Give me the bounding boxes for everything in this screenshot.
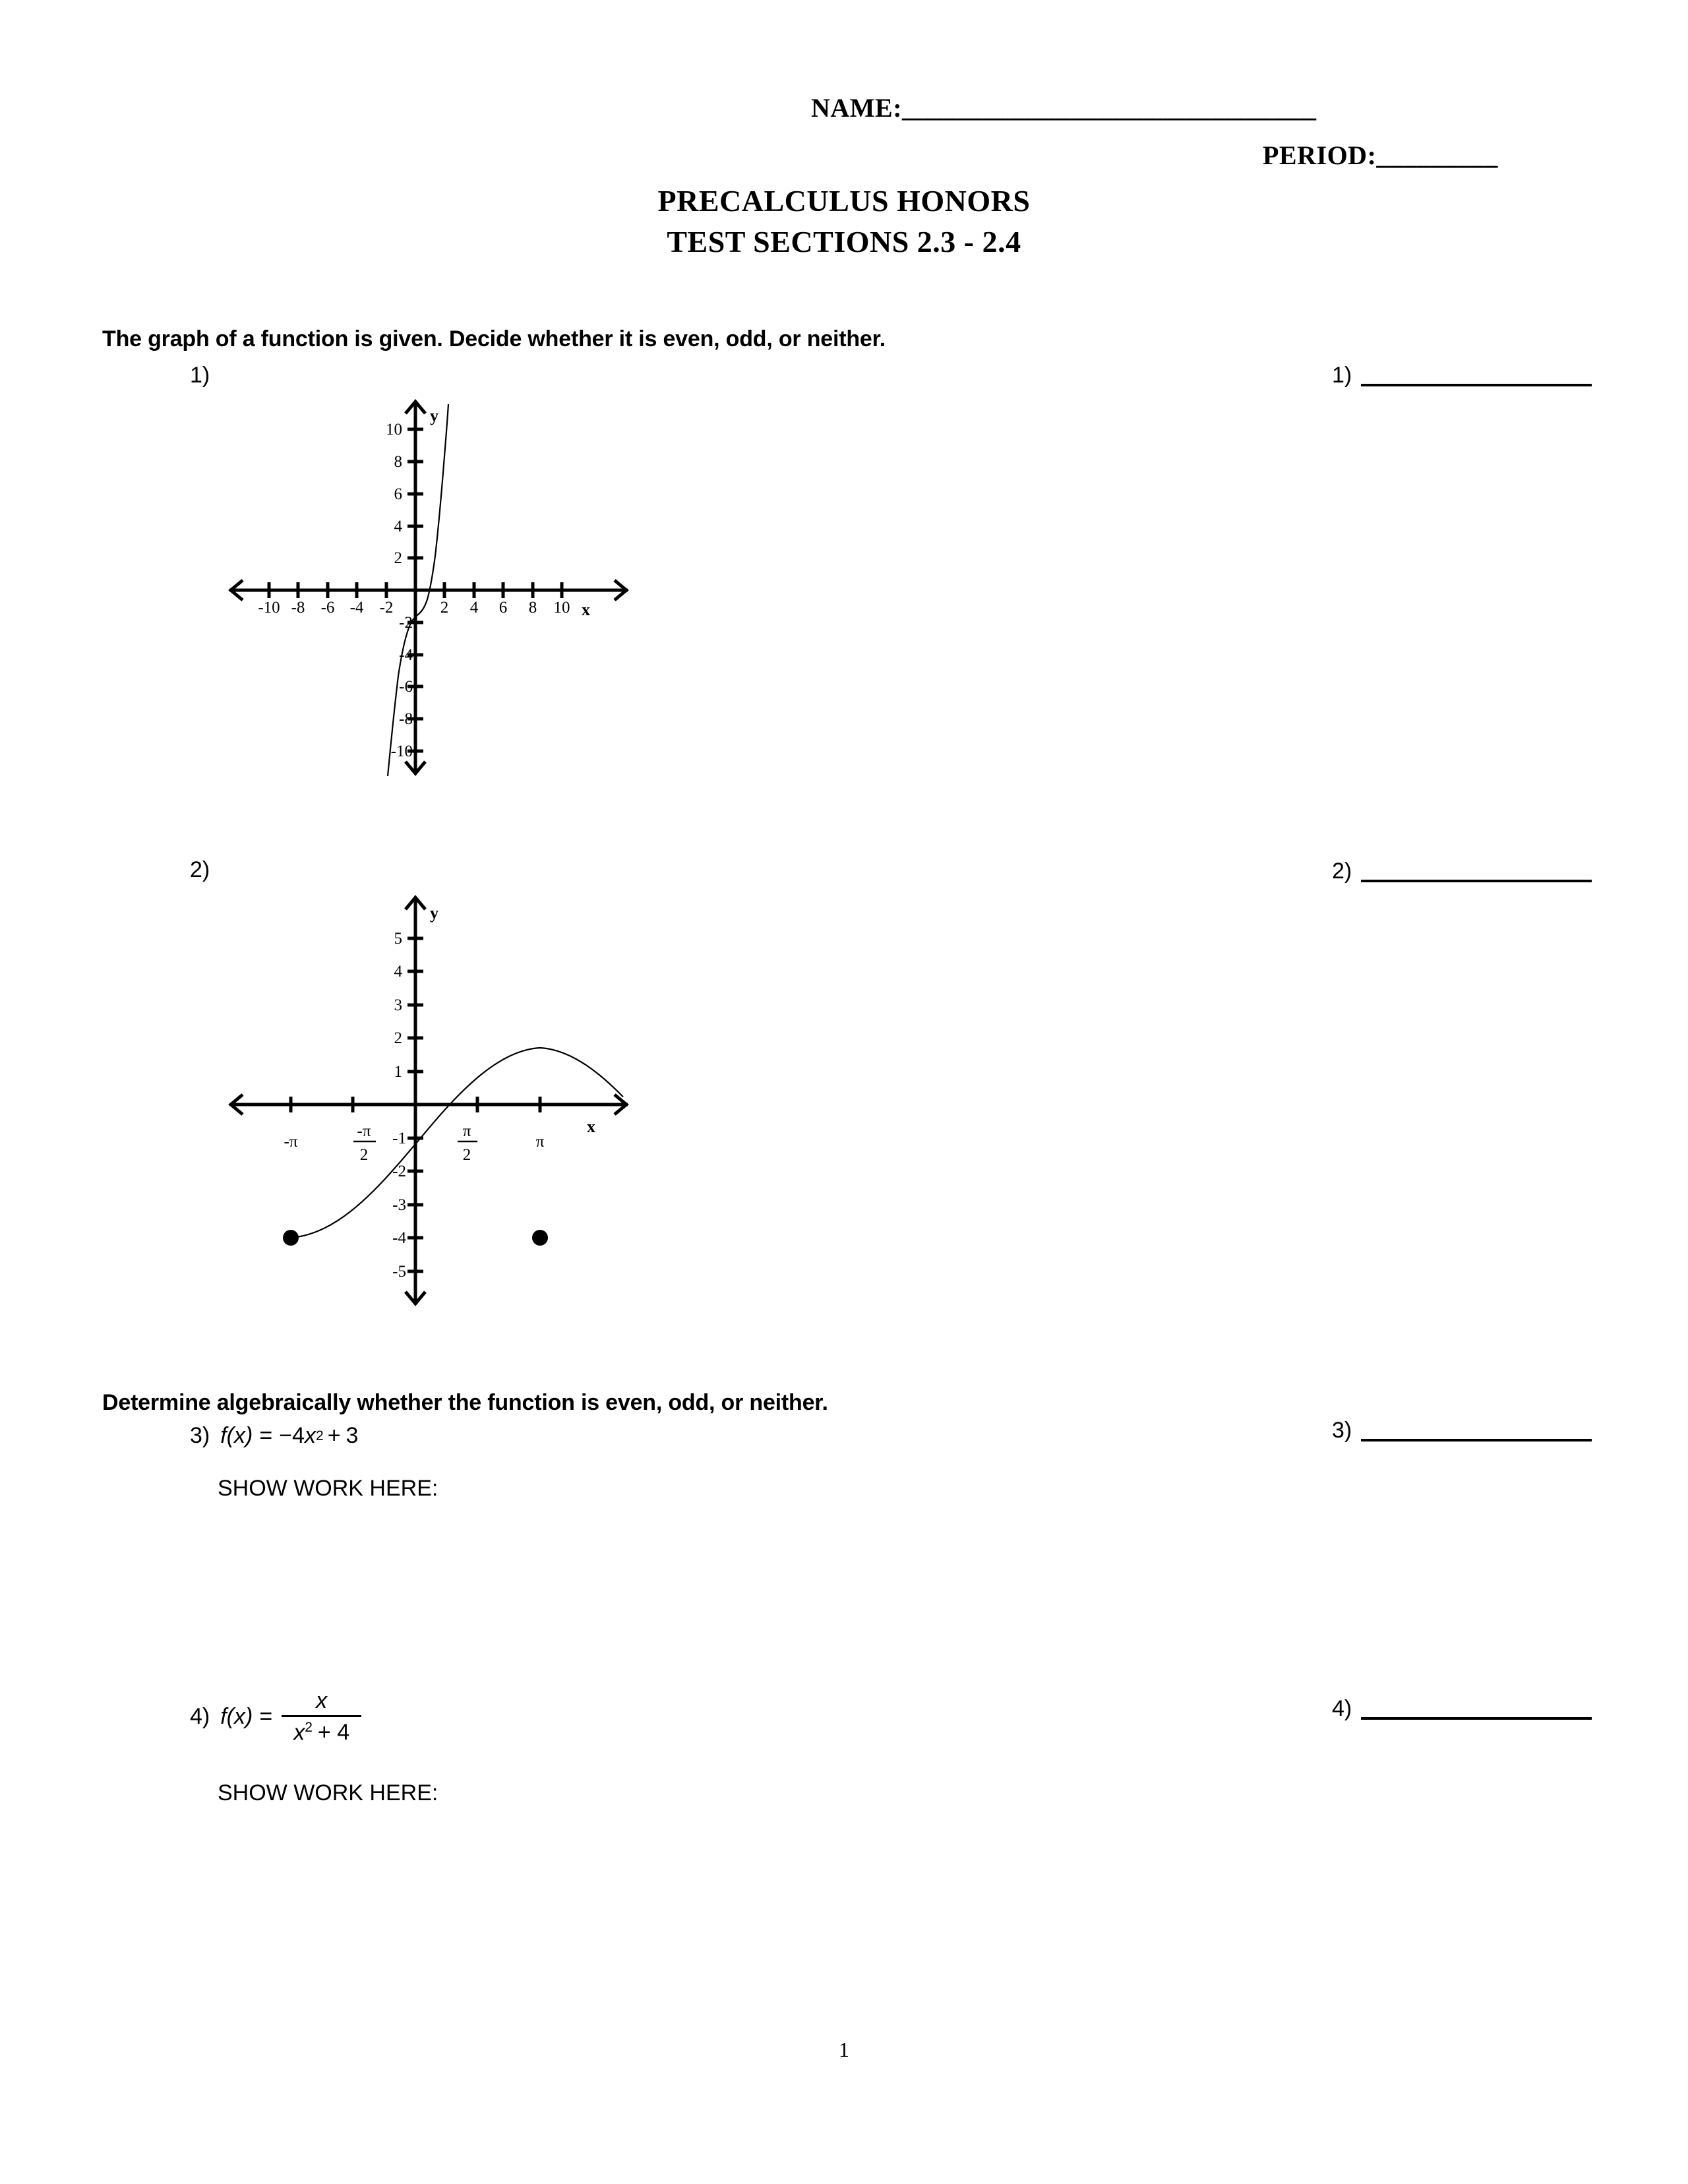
svg-text:-8: -8 <box>291 599 305 617</box>
page-number: 1 <box>839 2038 849 2061</box>
svg-text:-4: -4 <box>399 646 413 664</box>
y-axis-label-graph-2: y <box>430 903 438 923</box>
svg-text:-10: -10 <box>258 599 280 617</box>
svg-text:4: 4 <box>394 963 402 981</box>
svg-text:-4: -4 <box>349 599 364 617</box>
svg-text:-2: -2 <box>399 614 413 632</box>
problem-3-fx: f(x) <box>220 1423 253 1448</box>
svg-text:8: 8 <box>394 453 402 471</box>
worksheet-title-block <box>0 186 1688 268</box>
problem-3-variable: x <box>304 1423 316 1448</box>
answer-blank-3-line[interactable] <box>1361 1416 1592 1441</box>
svg-text:-8: -8 <box>399 710 413 728</box>
graph-problem-1 <box>218 392 640 788</box>
x-axis-label-graph-2: x <box>587 1117 595 1136</box>
problem-4-denominator-exponent: 2 <box>305 1720 313 1735</box>
svg-text:2: 2 <box>462 1146 471 1164</box>
svg-text:2: 2 <box>394 1029 402 1047</box>
x-tick-label-neg-pi-over-2 <box>353 1122 376 1164</box>
name-label: NAME: <box>811 93 903 123</box>
answer-blank-1[interactable] <box>1332 361 1592 386</box>
problem-number-1: 1) <box>190 363 210 388</box>
problem-3-exponent: 2 <box>315 1428 324 1443</box>
svg-text:-6: -6 <box>320 599 335 617</box>
svg-text:4: 4 <box>469 599 479 617</box>
svg-text:4: 4 <box>394 518 402 535</box>
problem-4-denominator-variable: x <box>293 1720 305 1745</box>
svg-text:-π: -π <box>357 1122 371 1140</box>
endpoint-dot-right <box>532 1230 548 1246</box>
problem-3-equals: = <box>259 1423 273 1448</box>
problem-4-expression <box>190 1688 364 1745</box>
y-axis-graph-2 <box>406 897 425 1304</box>
answer-blank-1-line[interactable] <box>1361 361 1592 386</box>
x-tick-label-pi-over-2 <box>458 1122 477 1164</box>
curve-graph-2 <box>291 1048 623 1238</box>
problem-number-2: 2) <box>190 857 210 882</box>
name-field-row <box>811 92 1315 123</box>
problem-3-expression <box>190 1423 358 1449</box>
svg-text:-3: -3 <box>392 1196 406 1214</box>
name-blank-line[interactable]: _________________________________ <box>902 93 1316 123</box>
title-line-course: PRECALCULUS HONORS <box>657 184 1031 218</box>
graph-problem-2 <box>218 887 640 1316</box>
instruction-graph-section: The graph of a function is given. Decide whether it is even, odd, or neither. <box>102 326 886 351</box>
title-line-sections: TEST SECTIONS 2.3 - 2.4 <box>667 225 1021 258</box>
answer-blank-3[interactable] <box>1332 1416 1592 1441</box>
period-label: PERIOD: <box>1263 140 1377 170</box>
problem-4-denominator <box>282 1715 361 1745</box>
problem-4-fraction <box>282 1688 361 1745</box>
svg-text:2: 2 <box>440 599 449 617</box>
svg-text:5: 5 <box>394 930 402 948</box>
problem-4-fx: f(x) <box>220 1704 253 1730</box>
svg-text:3: 3 <box>394 996 402 1014</box>
x-axis-label-graph-1: x <box>582 600 590 619</box>
svg-text:-2: -2 <box>379 599 394 617</box>
answer-blank-4[interactable] <box>1332 1695 1592 1720</box>
svg-text:10: 10 <box>553 599 570 617</box>
problem-3-number: 3) <box>190 1423 210 1448</box>
problem-3-plus: + <box>327 1423 341 1448</box>
svg-text:-π: -π <box>284 1133 298 1151</box>
svg-text:8: 8 <box>528 599 537 617</box>
show-work-label-3: SHOW WORK HERE: <box>218 1476 438 1501</box>
svg-text:1: 1 <box>394 1063 402 1081</box>
problem-3-constant: 3 <box>346 1423 359 1448</box>
endpoint-dot-left <box>283 1230 299 1246</box>
svg-text:6: 6 <box>498 599 508 617</box>
problem-4-equals: = <box>259 1704 273 1730</box>
answer-blank-4-number: 4) <box>1332 1696 1352 1721</box>
answer-blank-2-number: 2) <box>1332 859 1352 884</box>
problem-4-numerator: x <box>316 1688 328 1713</box>
answer-blank-2[interactable] <box>1332 857 1592 882</box>
svg-text:10: 10 <box>386 421 402 439</box>
svg-text:-6: -6 <box>399 678 413 696</box>
y-axis-label-graph-1: y <box>430 406 438 425</box>
problem-3-coefficient: −4 <box>279 1423 305 1448</box>
svg-text:π: π <box>535 1133 545 1151</box>
svg-text:-5: -5 <box>392 1263 406 1281</box>
answer-blank-3-number: 3) <box>1332 1418 1352 1443</box>
problem-4-denominator-rest: + 4 <box>317 1720 350 1745</box>
instruction-algebraic-section: Determine algebraically whether the function is even, odd, or neither. <box>102 1390 828 1415</box>
svg-text:2: 2 <box>359 1146 369 1164</box>
answer-blank-4-line[interactable] <box>1361 1695 1592 1720</box>
answer-blank-1-number: 1) <box>1332 363 1352 388</box>
svg-text:-4: -4 <box>392 1229 406 1247</box>
svg-text:-2: -2 <box>392 1163 406 1180</box>
period-field-row <box>1263 140 1498 171</box>
period-blank-line[interactable]: _________ <box>1376 140 1498 170</box>
svg-text:-1: -1 <box>392 1130 406 1147</box>
svg-text:-10: -10 <box>390 743 413 760</box>
svg-text:6: 6 <box>394 485 402 503</box>
problem-4-number: 4) <box>190 1704 210 1730</box>
svg-text:2: 2 <box>394 549 402 567</box>
show-work-label-4: SHOW WORK HERE: <box>218 1780 438 1805</box>
svg-text:π: π <box>462 1122 471 1140</box>
answer-blank-2-line[interactable] <box>1361 857 1592 882</box>
